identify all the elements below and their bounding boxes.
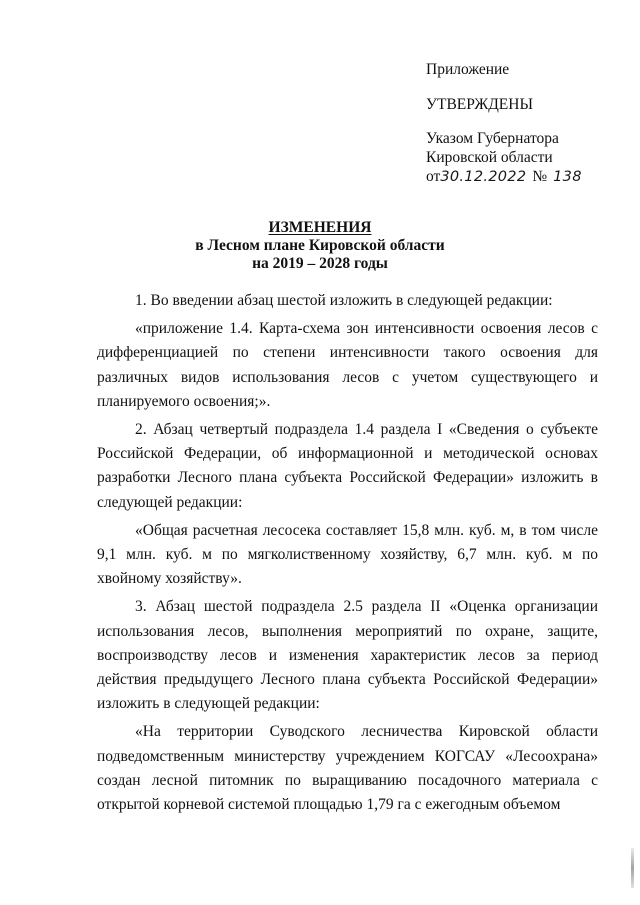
document-body [97,289,598,817]
decree-issuer-line1: Указом Губернатора [426,130,559,147]
scan-edge-mark [631,848,634,888]
approval-stamp [426,60,582,187]
decree-number-sign: № [532,168,548,185]
paragraph-5: 3. Абзац шестой подраздела 2.5 раздела II «Оценка организации использования лесов, выполнения мероприятий по охране, защите, воспроизводству лесов и изменения характеристик лесов за период действия предыдущего Лесного плана субъекта Российской Федерации» изложить в следующей редакции: [97,598,598,713]
appendix-label: Приложение [426,61,510,78]
paragraph-3: 2. Абзац четвертый подраздела 1.4 раздела I «Сведения о субъекте Российской Федерации, об информационной и методической основах разработки Лесного плана субъекта Российской Федерации» изложить в следующей редакции: [97,421,598,511]
paragraph-2: «приложение 1.4. Карта-схема зон интенсивности освоения лесов с дифференциацией по степени интенсивности такого освоения для различных видов использования лесов с учетом существующего и планируемого освоения;». [97,320,598,410]
decree-issuer-line2: Кировской области [426,149,553,166]
decree-date: 30.12.2022 [440,169,527,185]
title-line-3: на 2019 – 2028 годы [252,255,388,272]
title-line-2: в Лесном плане Кировской области [195,237,445,254]
document-title [0,219,640,273]
paragraph-4: «Общая расчетная лесосека составляет 15,8 млн. куб. м, в том числе 9,1 млн. куб. м по мягколиственному хозяйству, 6,7 млн. куб. м по хвойному хозяйству». [97,521,598,588]
paragraph-1: 1. Во введении абзац шестой изложить в следующей редакции: [135,292,553,309]
paragraph-6: «На территории Суводского лесничества Кировской области подведомственным министерству учреждением КОГСАУ «Лесоохрана» создан лесной питомник по выращиванию посадочного материала с открытой корневой системой площадью 1,79 га с ежегодным объемом [97,723,598,814]
approved-label: УТВЕРЖДЕНЫ [426,96,533,113]
title-line-1: ИЗМЕНЕНИЯ [268,219,372,236]
decree-prefix: от [426,168,441,185]
decree-date-number [426,167,582,187]
decree-number: 138 [553,169,582,185]
